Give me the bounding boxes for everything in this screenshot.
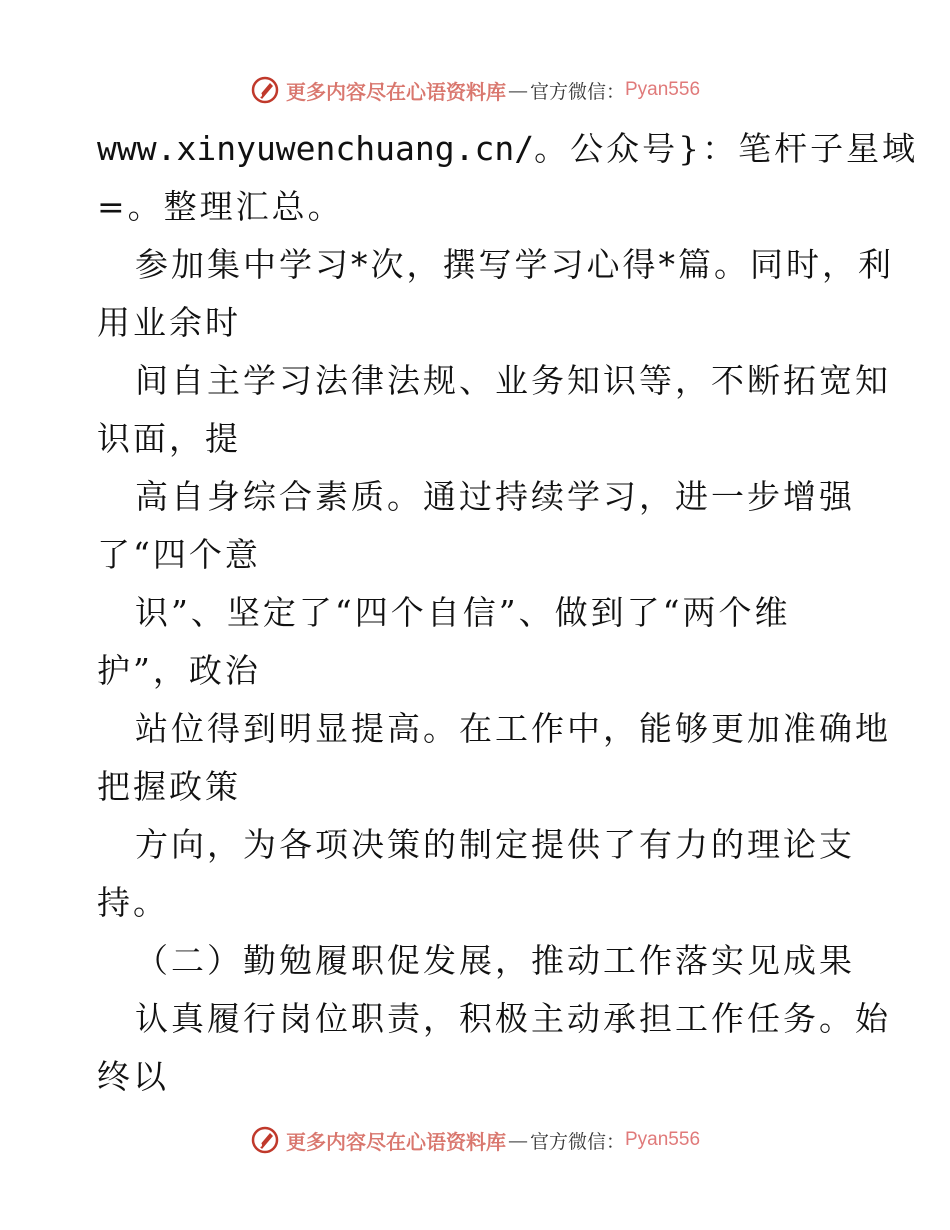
- footer-watermark: [0, 1120, 950, 1160]
- watermark-wx-label: 官方微信：: [529, 1130, 625, 1153]
- header-watermark: [0, 70, 950, 110]
- watermark-wx-id: Pyan556: [625, 79, 701, 100]
- document-body: [97, 120, 919, 1106]
- text-line-rest: 。公众号}：笔杆子星域: [534, 129, 919, 168]
- text-line: 终以: [97, 1057, 169, 1096]
- watermark-wx-label: 官方微信：: [529, 80, 625, 103]
- text-line: =。整理汇总。: [97, 187, 344, 226]
- text-line: 参加集中学习*次，撰写学习心得*篇。同时，利: [135, 245, 894, 284]
- pen-logo-icon: [250, 75, 280, 105]
- text-line: 方向，为各项决策的制定提供了有力的理论支: [135, 825, 855, 864]
- text-line: 高自身综合素质。通过持续学习，进一步增强: [135, 477, 855, 516]
- text-line: 站位得到明显提高。在工作中，能够更加准确地: [135, 709, 891, 748]
- text-line: 识”、坚定了“四个自信”、做到了“两个维: [135, 593, 791, 632]
- watermark-main-text: 更多内容尽在心语资料库: [285, 1129, 506, 1154]
- text-line: 认真履行岗位职责，积极主动承担工作任务。始: [135, 999, 891, 1038]
- pen-logo-icon: [250, 1125, 280, 1155]
- text-line: 了“四个意: [97, 535, 261, 574]
- text-line: [97, 120, 919, 178]
- website-url: www.xinyuwenchuang.cn/: [97, 129, 535, 168]
- text-line: 间自主学习法律法规、业务知识等，不断拓宽知: [135, 361, 891, 400]
- watermark-main-text: 更多内容尽在心语资料库: [285, 79, 506, 104]
- section-heading: （二）勤勉履职促发展，推动工作落实见成果: [135, 941, 855, 980]
- text-line: 把握政策: [97, 767, 241, 806]
- text-line: 护”，政治: [97, 651, 261, 690]
- watermark-dash: —: [507, 78, 528, 102]
- text-line: 识面，提: [97, 419, 241, 458]
- watermark-wx-id: Pyan556: [625, 1129, 701, 1150]
- text-line: 持。: [97, 883, 169, 922]
- watermark-dash: —: [507, 1128, 528, 1152]
- text-line: 用业余时: [97, 303, 241, 342]
